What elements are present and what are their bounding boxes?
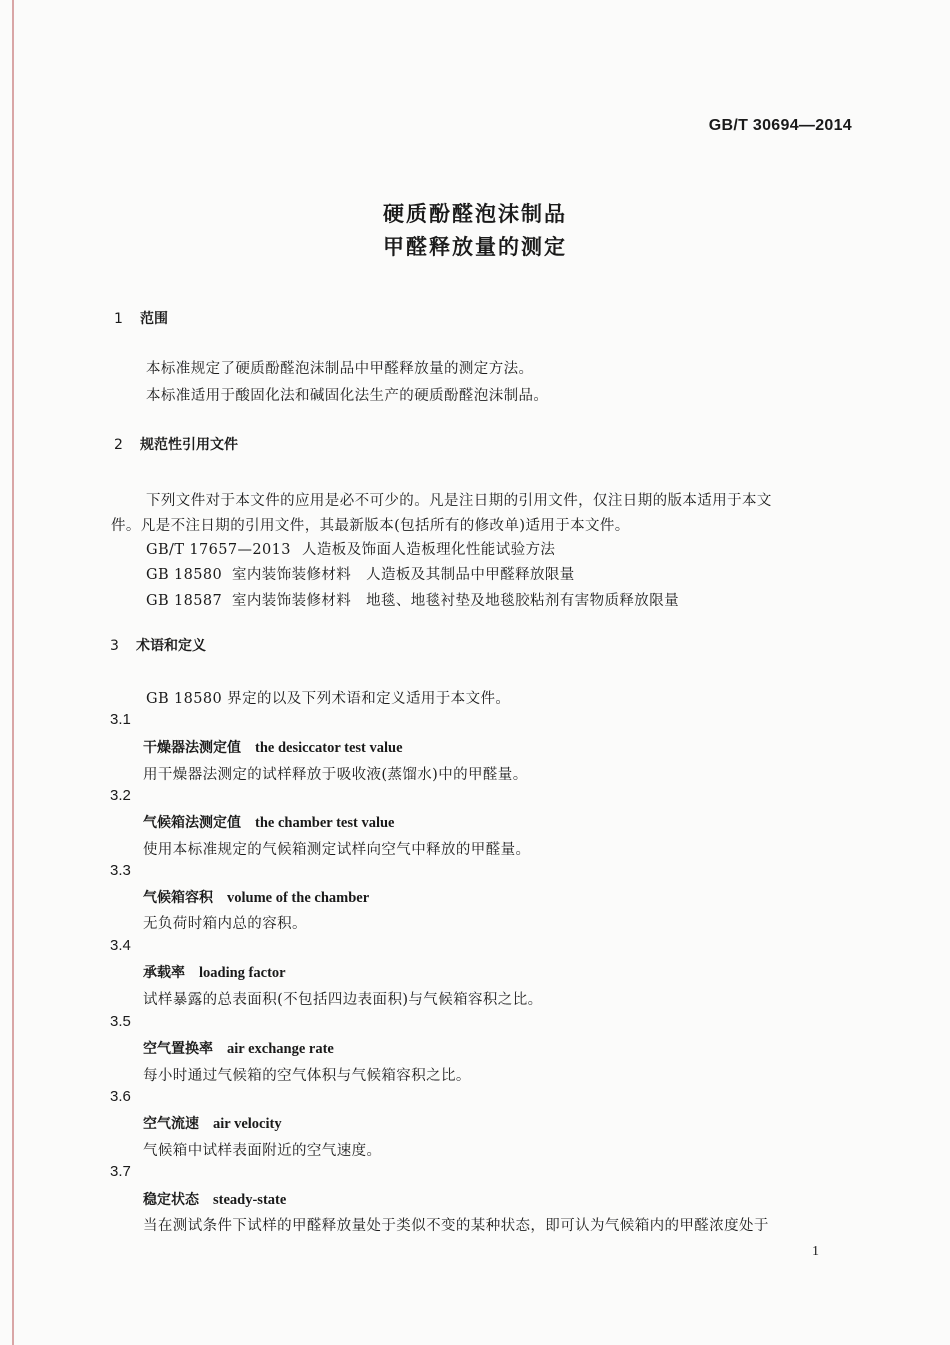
- section-number: 3: [110, 638, 119, 654]
- term-chinese: 干燥器法测定值: [143, 740, 241, 756]
- term-heading: [143, 1038, 334, 1058]
- clause-number: 3.2: [110, 787, 131, 804]
- term-heading: [143, 1113, 282, 1133]
- section-title: 范围: [140, 311, 168, 327]
- clause-number: 3.7: [110, 1163, 131, 1180]
- title-line-1: 硬质酚醛泡沫制品: [383, 202, 567, 226]
- term-definition: 试样暴露的总表面积(不包括四边表面积)与气候箱容积之比。: [143, 992, 543, 1008]
- page-number: 1: [812, 1244, 819, 1259]
- refs-intro-line-2: 件。凡是不注日期的引用文件，其最新版本(包括所有的修改单)适用于本文件。: [111, 518, 630, 534]
- clause-number: 3.5: [110, 1013, 131, 1030]
- term-chinese: 空气置换率: [143, 1041, 213, 1057]
- reference-code: GB/T 17657—2013: [146, 542, 291, 558]
- section-title: 术语和定义: [136, 638, 206, 654]
- section-heading-normative-refs: [114, 434, 238, 454]
- clause-number: 3.1: [110, 711, 131, 728]
- term-definition: 当在测试条件下试样的甲醛释放量处于类似不变的某种状态，即可认为气候箱内的甲醛浓度处于: [143, 1218, 769, 1234]
- term-definition: 使用本标准规定的气候箱测定试样向空气中释放的甲醛量。: [143, 842, 531, 858]
- section-number: 2: [114, 437, 123, 453]
- term-heading: [143, 887, 369, 907]
- term-english: the desiccator test value: [255, 740, 403, 756]
- reference-code: GB 18587: [146, 593, 223, 609]
- term-heading: [143, 1189, 286, 1209]
- term-definition: 用干燥器法测定的试样释放于吸收液(蒸馏水)中的甲醛量。: [143, 767, 528, 783]
- term-definition: 气候箱中试样表面附近的空气速度。: [143, 1143, 382, 1159]
- standard-number: GB/T 30694—2014: [708, 117, 852, 134]
- reference-code: GB 18580: [146, 567, 223, 583]
- term-english: steady-state: [213, 1192, 287, 1208]
- term-chinese: 气候箱法测定值: [143, 815, 241, 831]
- term-chinese: 稳定状态: [143, 1192, 199, 1208]
- title-line-2: 甲醛释放量的测定: [383, 235, 567, 259]
- reference-item: [146, 538, 555, 559]
- term-chinese: 空气流速: [143, 1116, 199, 1132]
- reference-item: [146, 563, 575, 584]
- clause-number: 3.4: [110, 937, 131, 954]
- terms-intro: GB 18580 界定的以及下列术语和定义适用于本文件。: [146, 691, 511, 707]
- reference-title: 室内装饰装修材料 地毯、地毯衬垫及地毯胶粘剂有害物质释放限量: [232, 593, 679, 609]
- term-english: volume of the chamber: [227, 890, 370, 906]
- clause-number: 3.3: [110, 862, 131, 879]
- scope-paragraph-2: 本标准适用于酸固化法和碱固化法生产的硬质酚醛泡沫制品。: [146, 388, 549, 404]
- term-definition: 每小时通过气候箱的空气体积与气候箱容积之比。: [143, 1068, 471, 1084]
- term-chinese: 承载率: [143, 965, 185, 981]
- term-heading: [143, 812, 394, 832]
- reference-title: 室内装饰装修材料 人造板及其制品中甲醛释放限量: [232, 567, 575, 583]
- term-english: air exchange rate: [227, 1041, 334, 1057]
- reference-item: [146, 589, 679, 610]
- scope-paragraph-1: 本标准规定了硬质酚醛泡沫制品中甲醛释放量的测定方法。: [146, 361, 534, 377]
- clause-number: 3.6: [110, 1088, 131, 1105]
- term-definition: 无负荷时箱内总的容积。: [143, 916, 307, 932]
- section-heading-scope: [114, 308, 168, 328]
- section-number: 1: [114, 311, 123, 327]
- term-heading: [143, 737, 403, 757]
- term-chinese: 气候箱容积: [143, 890, 213, 906]
- refs-intro-line-1: 下列文件对于本文件的应用是必不可少的。凡是注日期的引用文件，仅注日期的版本适用于本文: [146, 493, 772, 509]
- reference-title: 人造板及饰面人造板理化性能试验方法: [302, 542, 556, 558]
- term-english: loading factor: [199, 965, 286, 981]
- term-english: the chamber test value: [255, 815, 395, 831]
- section-title: 规范性引用文件: [140, 437, 238, 453]
- section-heading-terms: [110, 635, 206, 655]
- term-english: air velocity: [213, 1116, 282, 1132]
- term-heading: [143, 962, 286, 982]
